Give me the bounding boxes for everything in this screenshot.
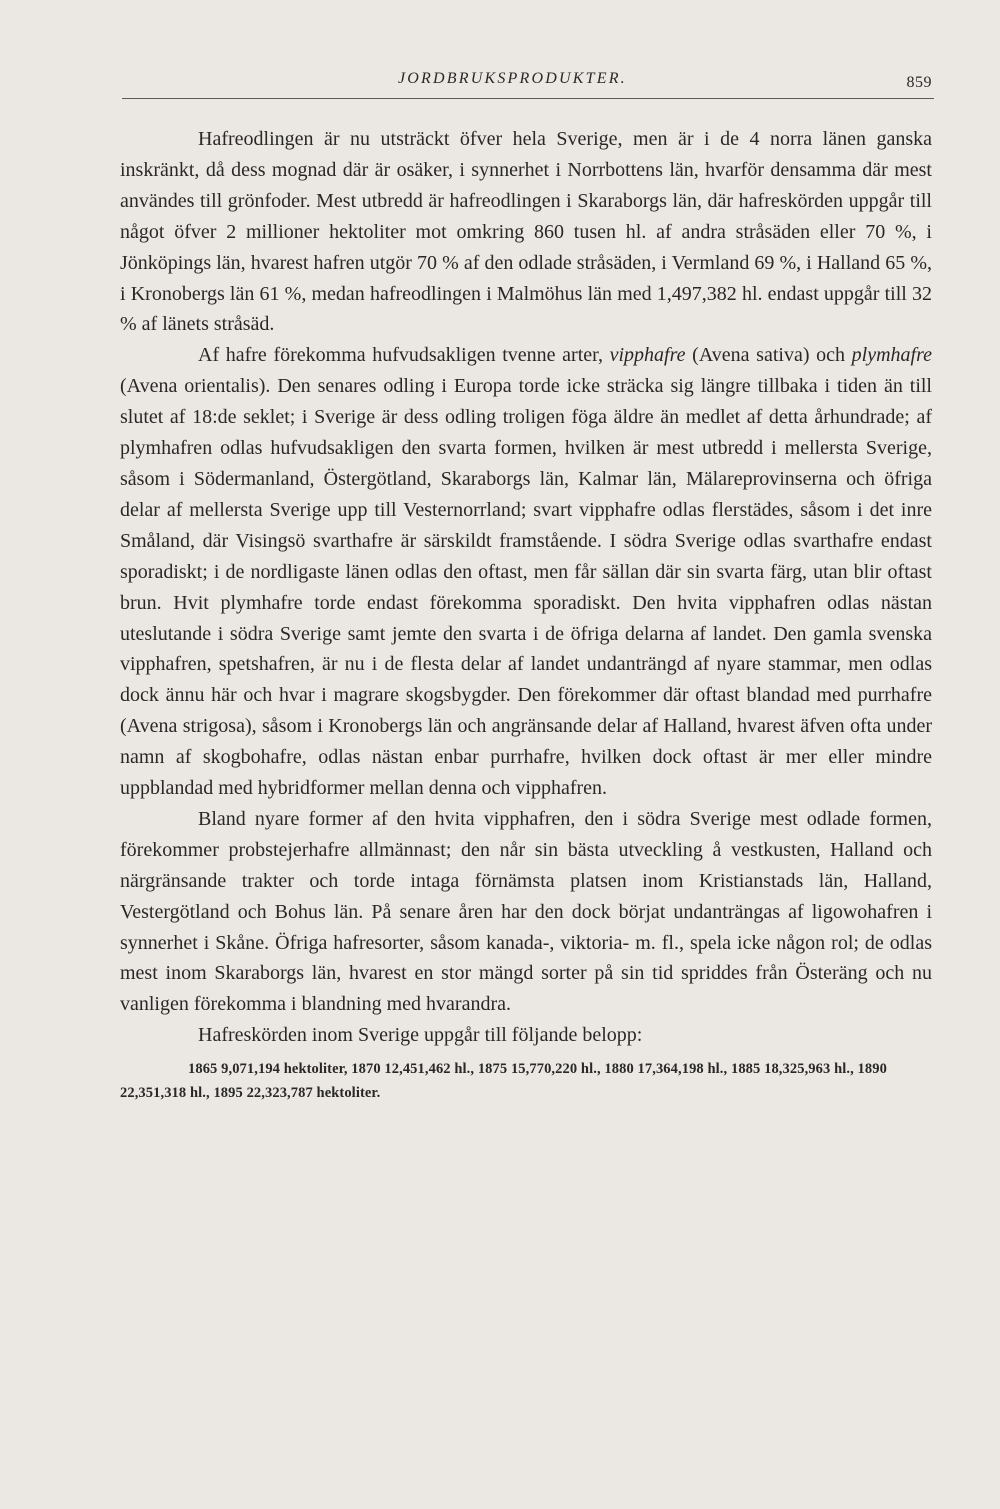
body-text — [120, 124, 932, 1105]
running-title: JORDBRUKSPRODUKTER. — [398, 70, 627, 87]
paragraph-oat-species-rest: (Avena orientalis). Den senares odling i Europa torde icke sträcka sig längre tillbaka i tiden än till slutet af 18:de seklet; i Sverige är dess odling troligen föga äldre än medlet af detta århundrade; af plymhafren odlas hufvudsakligen den svarta formen, hvilken är mest utbredd i mellersta Sverige, såsom i Södermanland, Östergötland, Skaraborgs län, Kalmar län, Mälareprovinserna och öfriga delar af mellersta Sverige upp till Vesternorrland; svart vipphafre odlas flerstädes, såsom i det inre Småland, där Visingsö svarthafre är särskildt framstående. I södra Sverige odlas svarthafre endast sporadiskt; i de nordligaste länen odlas den oftast, men får sällan där sin svarta färg, utan blir oftast brun. Hvit plymhafre torde endast förekomma sporadiskt. Den hvita vipphafren odlas nästan uteslutande i södra Sverige samt jemte den svarta i de öfriga delarna af landet. Den gamla svenska vipphafren, spetshafren, är nu i de flesta delar af landet undanträngd af nyare stammar, men odlas dock ännu här och hvar i magrare skogsbygder. Den förekommer där oftast blandad med purrhafre (Avena strigosa), såsom i Kronobergs län och angränsande delar af Halland, hvarest äfven ofta under namn af skogbohafre, odlas nästan enbar purrhafre, hvilken dock oftast är mer eller mindre uppblandad med hybridformer mellan denna och vipphafren. — [120, 375, 932, 800]
paragraph-harvest-intro: Hafreskörden inom Sverige uppgår till följande belopp: — [198, 1024, 643, 1047]
paragraph-oat-species-middle: (Avena sativa) och — [685, 344, 852, 367]
page-number: 859 — [906, 74, 932, 91]
running-head — [122, 70, 934, 100]
paragraph-oat-species — [120, 340, 932, 804]
term-vipphafre: vipphafre — [609, 344, 686, 367]
paragraph-oat-species-intro: Af hafre förekomma hufvudsakligen tvenne arter, — [198, 344, 610, 367]
harvest-figures: 1865 9,071,194 hektoliter, 1870 12,451,462 hl., 1875 15,770,220 hl., 1880 17,364,198 hl., 1885 18,325,963 hl., 1890 22,351,318 hl., 1895 22,323,787 hektoliter. — [120, 1061, 887, 1102]
header-rule — [122, 98, 934, 99]
paragraph-oat-varieties: Bland nyare former af den hvita vipphafren, den i södra Sverige mest odlade formen, förekommer probstejerhafre allmännast; den når sin bästa utveckling å vestkusten, Halland och närgränsande trakter och torde intaga förnämsta platsen inom Kristianstads län, Halland, Vestergötland och Bohus län. På senare åren har den dock börjat undanträngas af ligowohafren i synnerhet i Skåne. Öfriga hafresorter, såsom kanada-, viktoria- m. fl., spela icke någon rol; de odlas mest inom Skaraborgs län, hvarest en stor mängd sorter på sin tid spriddes från Österäng och nu vanligen förekomma i blandning med hvarandra. — [120, 807, 932, 1016]
term-plymhafre: plymhafre — [851, 344, 932, 367]
paragraph-oat-distribution: Hafreodlingen är nu utsträckt öfver hela Sverige, men är i de 4 norra länen ganska inskränkt, då dess mognad där är osäker, i synnerhet i Norrbottens län, hvarför densamma där mest användes till grönfoder. Mest utbredd är hafreodlingen i Skaraborgs län, där hafreskörden uppgår till något öfver 2 millioner hektoliter mot omkring 860 tusen hl. af andra stråsäden eller 70 %, i Jönköpings län, hvarest hafren utgör 70 % af den odlade stråsäden, i Vermland 69 %, i Halland 65 %, i Kronobergs län 61 %, medan hafreodlingen i Malmöhus län med 1,497,382 hl. endast uppgår till 32 % af länets stråsäd. — [120, 128, 932, 336]
